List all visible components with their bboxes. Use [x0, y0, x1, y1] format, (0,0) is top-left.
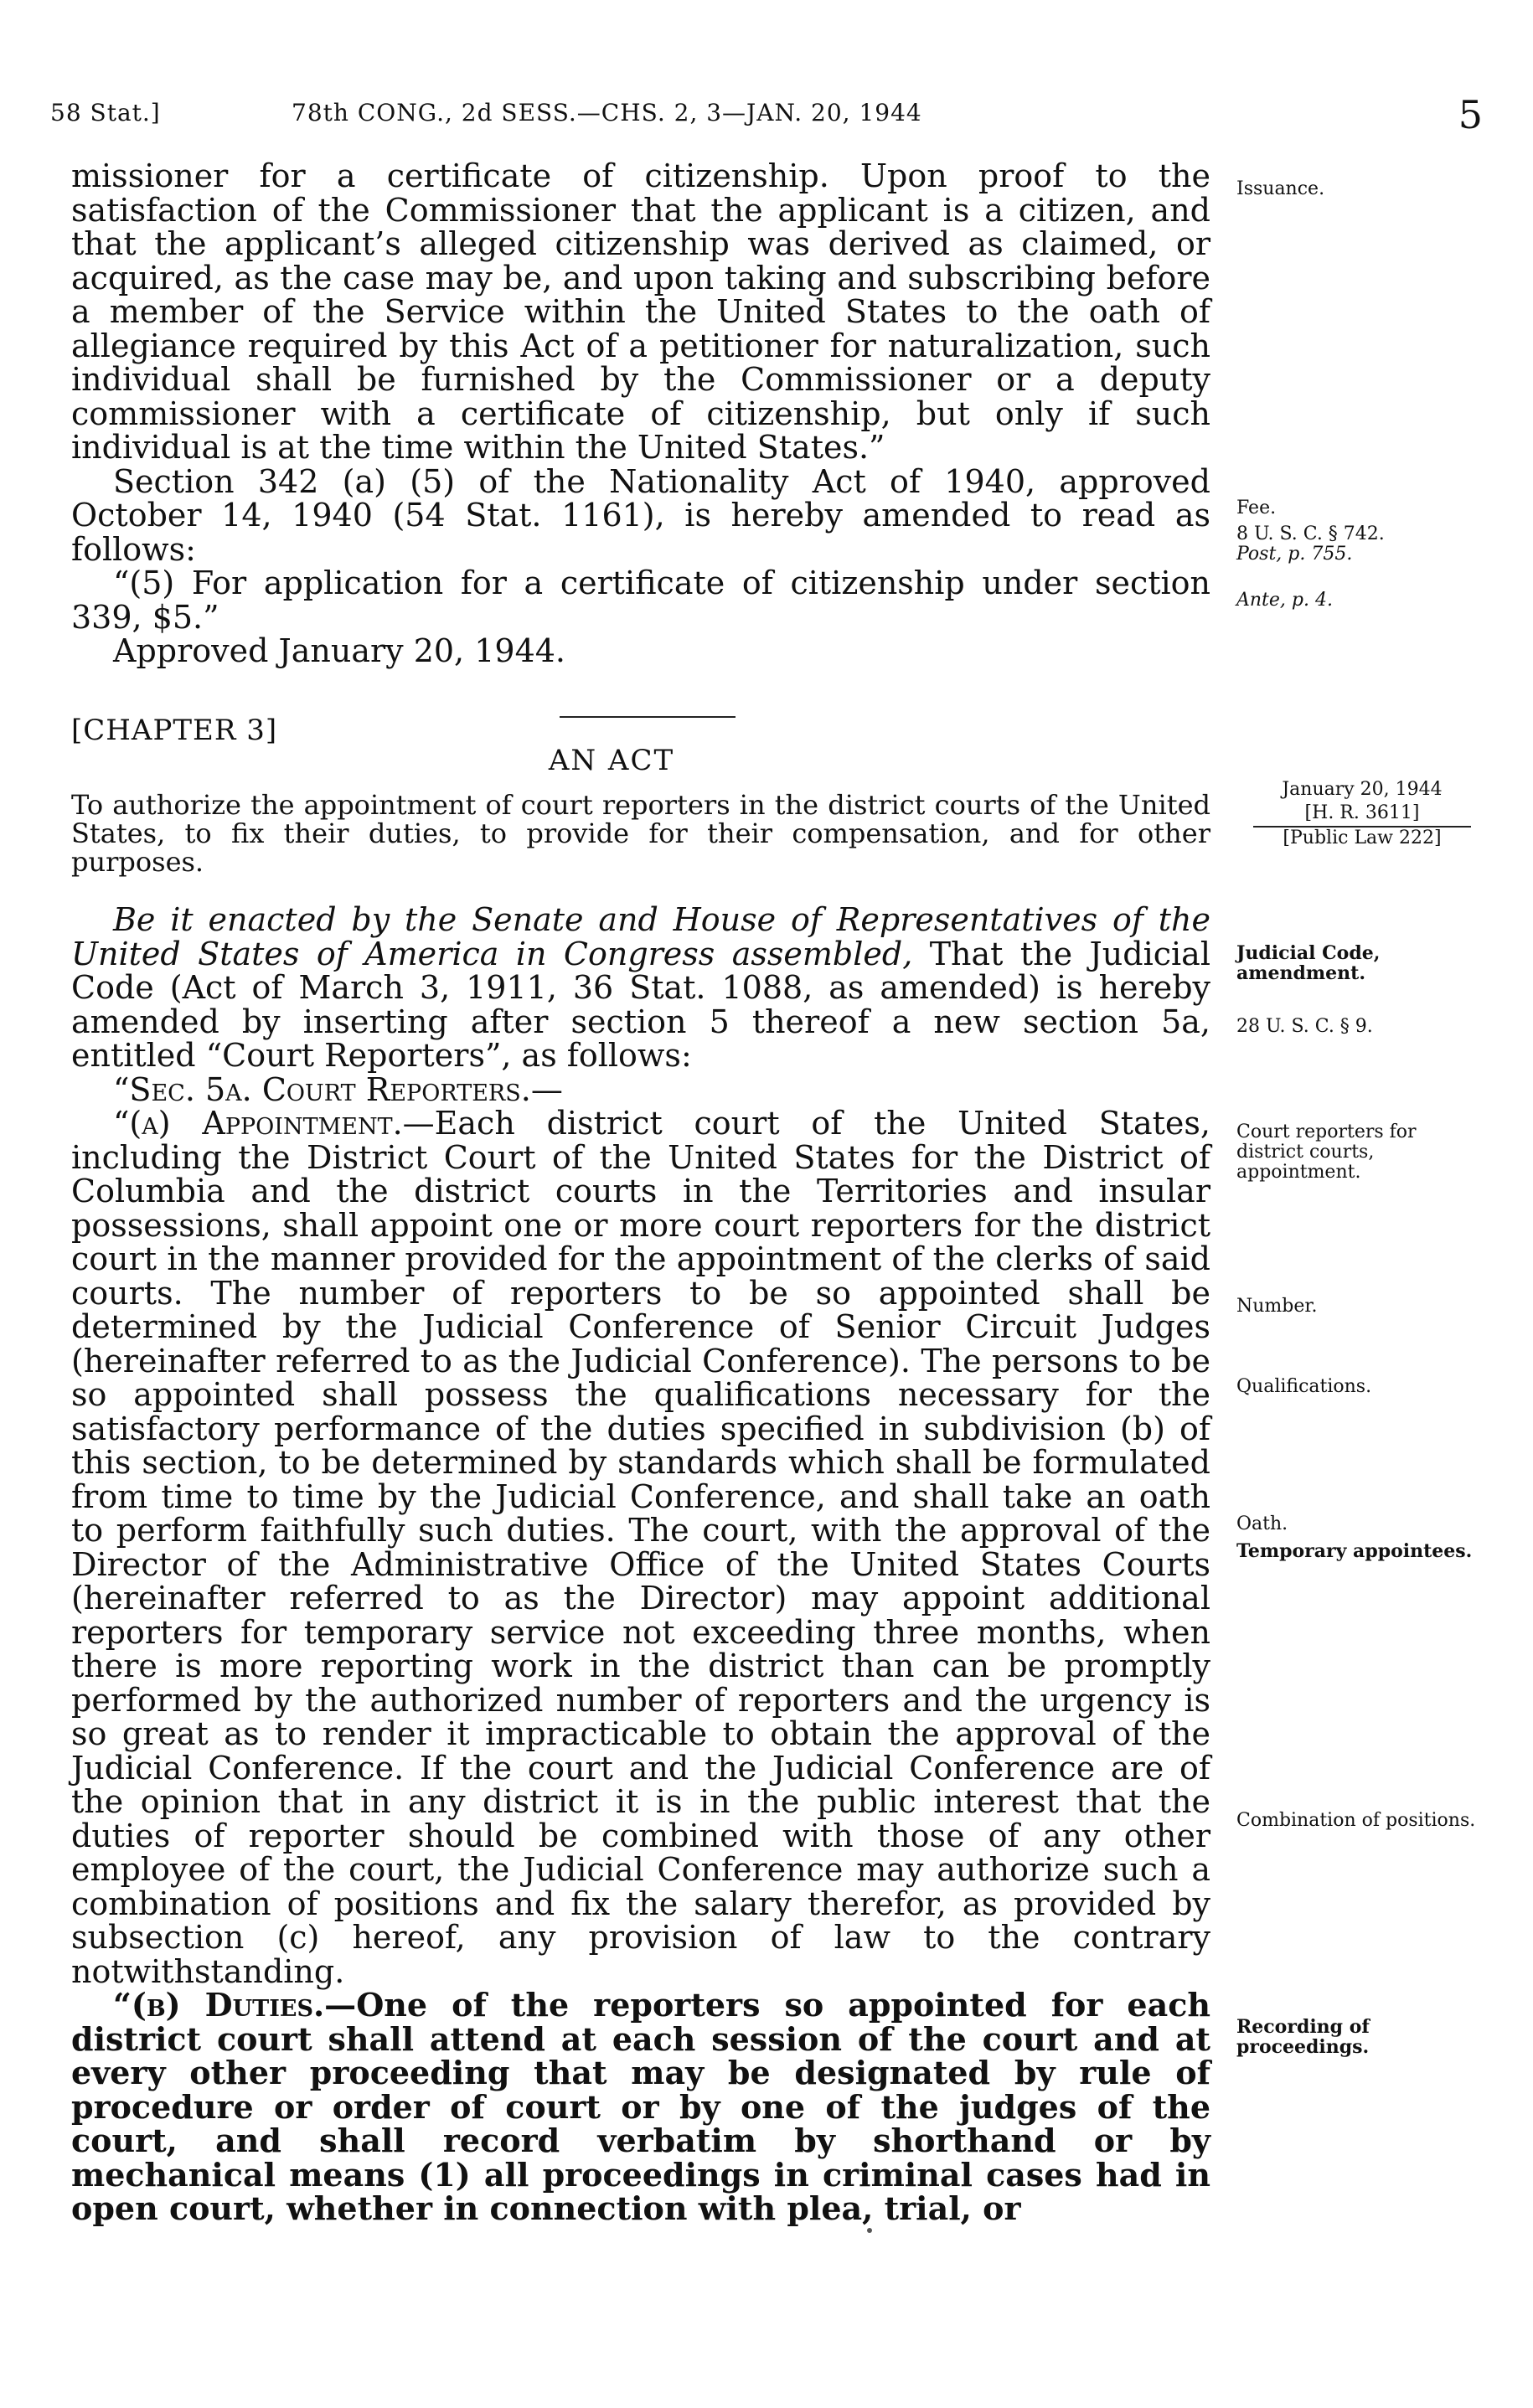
- print-speck: [867, 2228, 872, 2233]
- act-purpose: [71, 791, 1210, 876]
- subsection-b-heading: “(b) Duties.—: [113, 1986, 357, 2024]
- chapter3-body: [71, 903, 1210, 2226]
- margin-note-usc-742: 8 U. S. C. § 742.: [1236, 523, 1385, 544]
- section-342-amendment: Section 342 (a) (5) of the Nationality Act of 1940, approved October 14, 1940 (54 Stat. 1161), is hereby amended to read as follows:: [71, 462, 1210, 568]
- subsection-a-heading: “(a) Appointment.—: [113, 1105, 435, 1142]
- page-number: 5: [1458, 92, 1483, 137]
- margin-note-combination: Combination of positions.: [1236, 1810, 1476, 1831]
- enacting-formula: Be it enacted by the Senate and House of Representatives of the United States of America in Congress assembled,: [71, 901, 1210, 972]
- subsection-b: [71, 1988, 1210, 2226]
- house-bill-number: [H. R. 3611]: [1253, 802, 1471, 828]
- stat-volume: 58 Stat.]: [50, 99, 161, 126]
- enactment-date: January 20, 1944: [1282, 779, 1443, 800]
- section-heading: “Sec. 5a. Court Reporters.—: [113, 1070, 563, 1108]
- running-header: [50, 92, 1483, 149]
- enacting-text: That the Judicial Code (Act of March 3, 1911, 36 Stat. 1088, as amended) is hereby amended by inserting after section 5 thereof a new section 5a, entitled “Court Reporters”, as follows:: [71, 935, 1210, 1074]
- act-purpose-text: To authorize the appointment of court reporters in the district courts of the United States, to fix their duties, to provide for their compensation, and for other purposes.: [71, 789, 1210, 878]
- enacting-clause: [71, 903, 1210, 1073]
- margin-note-ante: Ante, p. 4.: [1236, 590, 1333, 611]
- act-title: AN ACT: [548, 744, 675, 777]
- margin-note-fee: Fee.: [1236, 498, 1277, 518]
- margin-note-oath: Oath.: [1236, 1513, 1288, 1534]
- subsection-a-text: Each district court of the United States, including the District Court of the United States for the District of Columbia and the district courts in the Territories and insular possessions, shall appoint one or more court reporters for the district court in the manner provided for the appointment of the clerks of said courts. The number of reporters to be so appointed shall be determined by the Judicial Conference of Senior Circuit Judges (hereinafter referred to as the Judicial Conference). The persons to be so appointed shall possess the qualifications necessary for the satisfactory performance of the duties specified in subdivision (b) of this section, to be determined by standards which shall be formulated from time to time by the Judicial Conference, and shall take an oath to perform faithfully such duties. The court, with the approval of the Director of the Administrative Office of the United States Courts (hereinafter referred to as the Director) may appoint additional reporters for temporary service not exceeding three months, when there is more reporting work in the district than can be promptly performed by the authorized number of reporters and the urgency is so great as to render it impracticable to obtain the approval of the Judicial Conference. If the court and the Judicial Conference are of the opinion that in any district it is in the public interest that the duties of reporter should be combined with those of any other employee of the court, the Judicial Conference may authorize such a combination of positions and fix the salary therefor, as provided by subsection (c) hereof, any provision of law to the contrary notwithstanding.: [71, 1105, 1210, 1990]
- session-line: 78th CONG., 2d SESS.—CHS. 2, 3—JAN. 20, 1944: [292, 99, 922, 126]
- subsection-b-text: One of the reporters so appointed for each district court shall attend at each session of the court and at every other proceeding that may be designated by rule of procedure or order of court or by one of the judges of the court, and shall record verbatim by shorthand or by mechanical means (1) all proceedings in criminal cases had in open court, whether in connection with plea, trial, or: [71, 1986, 1210, 2227]
- fee-clause: “(5) For application for a certificate of citizenship under section 339, $5.”: [71, 565, 1210, 636]
- margin-note-usc-9: 28 U. S. C. § 9.: [1236, 1016, 1373, 1037]
- margin-note-issuance: Issuance.: [1236, 178, 1325, 199]
- margin-note-recording: Recording of proceedings.: [1236, 2016, 1370, 2058]
- subsection-a: [71, 1106, 1210, 1988]
- margin-note-judicial-code: Judicial Code, amendment.: [1236, 942, 1381, 984]
- chapter2-continuation: [71, 159, 1210, 668]
- section-divider-rule: [560, 716, 736, 718]
- margin-note-post: Post, p. 755.: [1236, 544, 1353, 565]
- margin-note-number: Number.: [1236, 1296, 1318, 1317]
- margin-note-court-reporters: Court reporters for district courts, appointment.: [1236, 1121, 1417, 1183]
- chapter-label: [CHAPTER 3]: [71, 714, 278, 747]
- margin-note-qualifications: Qualifications.: [1236, 1376, 1372, 1397]
- continuation-paragraph: missioner for a certificate of citizenship. Upon proof to the satisfaction of the Commissioner that the applicant is a citizen, and that the applicant’s alleged citizenship was derived as claimed, or acquired, as the case may be, and upon taking and subscribing before a member of the Service within the United States to the oath of allegiance required by this Act of a petitioner for naturalization, such individual shall be furnished by the Commissioner or a deputy commissioner with a certificate of citizenship, but only if such individual is at the time within the United States.”: [71, 157, 1210, 466]
- enactment-info: [1236, 779, 1488, 851]
- approval-line: Approved January 20, 1944.: [113, 632, 565, 669]
- margin-note-temporary: Temporary appointees.: [1236, 1540, 1473, 1562]
- public-law-number: [Public Law 222]: [1283, 828, 1442, 848]
